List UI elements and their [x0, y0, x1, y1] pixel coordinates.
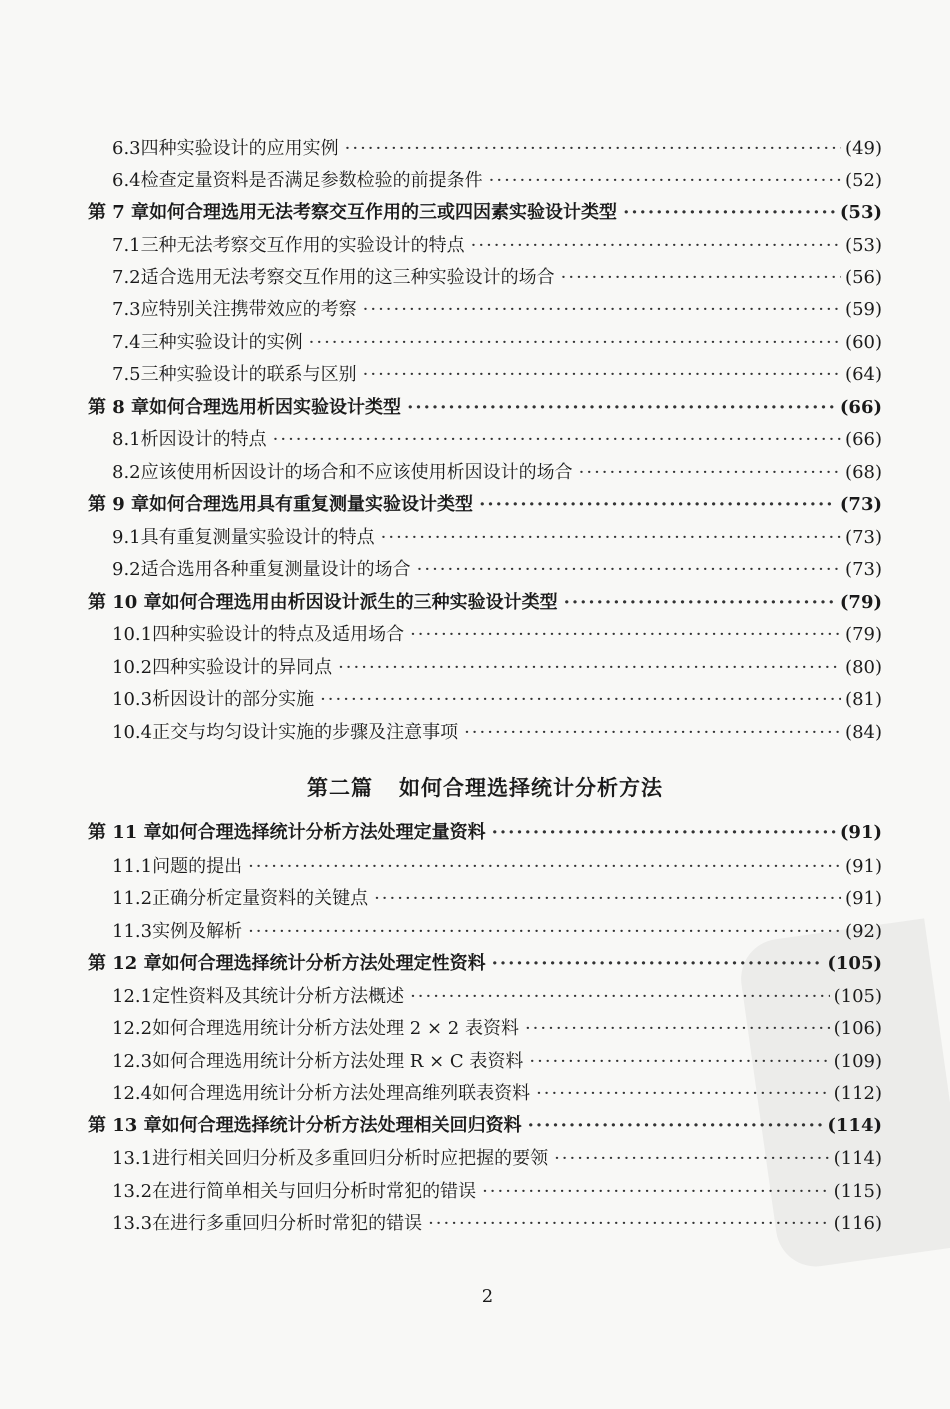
dot-leader	[528, 1113, 824, 1139]
toc-entry[interactable]	[112, 854, 882, 880]
dot-leader	[407, 395, 836, 421]
page-ref: (91)	[845, 856, 882, 877]
section-title: 如何合理选用统计分析方法处理 R × C 表资料	[152, 1051, 524, 1072]
section-number: 8.2	[112, 462, 141, 483]
page-ref: (52)	[845, 170, 882, 191]
chapter-title: 如何合理选择统计分析方法处理定性资料	[161, 953, 486, 974]
chapter-title: 如何合理选用析因实验设计类型	[149, 397, 402, 418]
chapter-number: 第 10 章	[88, 592, 162, 613]
dot-leader	[410, 622, 841, 648]
section-title: 在进行简单相关与回归分析时常犯的错误	[152, 1181, 477, 1202]
section-number: 9.2	[112, 559, 141, 580]
page-ref: (79)	[845, 624, 882, 645]
chapter-number: 第 7 章	[88, 202, 150, 223]
page-ref: (66)	[839, 397, 882, 418]
section-number: 6.4	[112, 170, 141, 191]
chapter-title: 如何合理选择统计分析方法处理相关回归资料	[161, 1115, 522, 1136]
page-ref: (91)	[839, 822, 882, 843]
dot-leader	[464, 720, 841, 746]
page-ref: (59)	[845, 299, 882, 320]
section-title: 四种实验设计的异同点	[152, 657, 333, 678]
dot-leader	[482, 1179, 830, 1205]
toc-chapter-entry[interactable]	[88, 590, 882, 616]
section-title: 三种实验设计的联系与区别	[140, 364, 357, 385]
section-title: 如何合理选用统计分析方法处理 2 × 2 表资料	[152, 1018, 519, 1039]
toc-entry[interactable]	[112, 330, 882, 356]
section-number: 10.1	[112, 624, 153, 645]
dot-leader	[492, 820, 836, 846]
section-title: 定性资料及其统计分析方法概述	[152, 986, 405, 1007]
part-title: 如何合理选择统计分析方法	[399, 775, 663, 800]
page-ref: (91)	[845, 888, 882, 909]
toc-entry[interactable]	[112, 362, 882, 388]
dot-leader	[417, 557, 841, 583]
page-ref: (73)	[839, 494, 882, 515]
chapter-number: 第 13 章	[88, 1115, 162, 1136]
page-ref: (53)	[839, 202, 882, 223]
toc-entry[interactable]	[112, 168, 882, 194]
toc-chapter-entry[interactable]	[88, 1113, 882, 1139]
toc-entry[interactable]	[112, 297, 882, 323]
toc-entry[interactable]	[112, 136, 882, 162]
dot-leader	[248, 854, 841, 880]
dot-leader	[320, 687, 841, 713]
section-number: 13.2	[112, 1181, 153, 1202]
page-ref: (66)	[845, 429, 882, 450]
chapter-number: 第 9 章	[88, 494, 150, 515]
dot-leader	[363, 297, 841, 323]
dot-leader	[623, 200, 836, 226]
page-ref: (92)	[845, 921, 882, 942]
chapter-title: 如何合理选用无法考察交互作用的三或四因素实验设计类型	[149, 202, 618, 223]
page-ref: (112)	[833, 1083, 882, 1104]
section-title: 适合选用无法考察交互作用的这三种实验设计的场合	[140, 267, 555, 288]
dot-leader	[561, 265, 841, 291]
toc-entry[interactable]	[112, 265, 882, 291]
dot-leader	[554, 1146, 830, 1172]
section-number: 13.1	[112, 1148, 153, 1169]
toc-entry[interactable]	[112, 622, 882, 648]
section-title: 进行相关回归分析及多重回归分析时应把握的要领	[152, 1148, 549, 1169]
toc-chapter-entry[interactable]	[88, 200, 882, 226]
section-number: 8.1	[112, 429, 141, 450]
section-number: 7.3	[112, 299, 141, 320]
section-number: 7.2	[112, 267, 141, 288]
section-title: 具有重复测量实验设计的特点	[140, 527, 375, 548]
page-ref: (81)	[845, 689, 882, 710]
dot-leader	[374, 886, 841, 912]
section-title: 在进行多重回归分析时常犯的错误	[152, 1213, 423, 1234]
page-ref: (115)	[833, 1181, 882, 1202]
dot-leader	[564, 590, 836, 616]
toc-entry[interactable]	[112, 1211, 882, 1237]
section-title: 检查定量资料是否满足参数检验的前提条件	[140, 170, 483, 191]
section-title: 四种实验设计的应用实例	[140, 138, 339, 159]
dot-leader	[248, 919, 841, 945]
chapter-number: 第 11 章	[88, 822, 162, 843]
toc-entry[interactable]	[112, 525, 882, 551]
dot-leader	[363, 362, 841, 388]
section-title: 应特别关注携带效应的考察	[140, 299, 357, 320]
section-number: 9.1	[112, 527, 141, 548]
section-title: 应该使用析因设计的场合和不应该使用析因设计的场合	[140, 462, 573, 483]
toc-entry[interactable]	[112, 1016, 882, 1042]
page-ref: (106)	[833, 1018, 882, 1039]
section-number: 10.2	[112, 657, 153, 678]
page-ref: (49)	[845, 138, 882, 159]
dot-leader	[525, 1016, 830, 1042]
dot-leader	[410, 984, 830, 1010]
section-number: 11.2	[112, 888, 153, 909]
part-label: 第二篇	[307, 775, 373, 800]
chapter-number: 第 12 章	[88, 953, 162, 974]
page-ref: (105)	[833, 986, 882, 1007]
section-title: 实例及解析	[152, 921, 243, 942]
section-title: 适合选用各种重复测量设计的场合	[140, 559, 411, 580]
section-number: 7.4	[112, 332, 141, 353]
dot-leader	[273, 427, 841, 453]
chapter-number: 第 8 章	[88, 397, 150, 418]
section-number: 6.3	[112, 138, 141, 159]
part-heading	[0, 772, 950, 802]
page-ref: (114)	[833, 1148, 882, 1169]
toc-chapter-entry[interactable]	[88, 820, 882, 846]
section-number: 12.4	[112, 1083, 153, 1104]
section-title: 正确分析定量资料的关键点	[152, 888, 369, 909]
chapter-title: 如何合理选择统计分析方法处理定量资料	[161, 822, 486, 843]
page-ref: (56)	[845, 267, 882, 288]
toc-chapter-entry[interactable]	[88, 492, 882, 518]
chapter-title: 如何合理选用由析因设计派生的三种实验设计类型	[161, 592, 558, 613]
page-ref: (80)	[845, 657, 882, 678]
dot-leader	[492, 951, 824, 977]
dot-leader	[309, 330, 841, 356]
toc-entry[interactable]	[112, 557, 882, 583]
dot-leader	[489, 168, 841, 194]
section-number: 12.2	[112, 1018, 153, 1039]
page-ref: (53)	[845, 235, 882, 256]
toc-chapter-entry[interactable]	[88, 951, 882, 977]
section-title: 如何合理选用统计分析方法处理高维列联表资料	[152, 1083, 531, 1104]
dot-leader	[345, 136, 841, 162]
toc-entry[interactable]	[112, 1081, 882, 1107]
dot-leader	[381, 525, 841, 551]
page-ref: (73)	[845, 559, 882, 580]
section-title: 正交与均匀设计实施的步骤及注意事项	[152, 722, 459, 743]
dot-leader	[536, 1081, 830, 1107]
dot-leader	[428, 1211, 830, 1237]
section-title: 问题的提出	[152, 856, 243, 877]
toc-entry[interactable]	[112, 886, 882, 912]
section-title: 析因设计的特点	[140, 429, 267, 450]
section-number: 11.3	[112, 921, 153, 942]
section-number: 13.3	[112, 1213, 153, 1234]
dot-leader	[471, 233, 841, 259]
page-ref: (60)	[845, 332, 882, 353]
toc-entry[interactable]	[112, 1179, 882, 1205]
page-ref: (79)	[839, 592, 882, 613]
section-number: 11.1	[112, 856, 153, 877]
dot-leader	[479, 492, 836, 518]
section-number: 12.1	[112, 986, 153, 1007]
page-ref: (105)	[827, 953, 882, 974]
toc-entry[interactable]	[112, 720, 882, 746]
section-number: 7.1	[112, 235, 141, 256]
chapter-title: 如何合理选用具有重复测量实验设计类型	[149, 494, 474, 515]
toc-entry[interactable]	[112, 687, 882, 713]
section-title: 析因设计的部分实施	[152, 689, 315, 710]
section-title: 四种实验设计的特点及适用场合	[152, 624, 405, 645]
page-ref: (116)	[833, 1213, 882, 1234]
page-ref: (109)	[833, 1051, 882, 1072]
dot-leader	[529, 1049, 829, 1075]
toc-entry[interactable]	[112, 233, 882, 259]
section-title: 三种无法考察交互作用的实验设计的特点	[140, 235, 465, 256]
toc-entry[interactable]	[112, 655, 882, 681]
toc-entry[interactable]	[112, 1049, 882, 1075]
section-number: 12.3	[112, 1051, 153, 1072]
dot-leader	[579, 460, 841, 486]
toc-chapter-entry[interactable]	[88, 395, 882, 421]
page-ref: (68)	[845, 462, 882, 483]
section-number: 10.3	[112, 689, 153, 710]
toc-entry[interactable]	[112, 984, 882, 1010]
page-ref: (64)	[845, 364, 882, 385]
section-number: 10.4	[112, 722, 153, 743]
toc-entry[interactable]	[112, 919, 882, 945]
section-number: 7.5	[112, 364, 141, 385]
toc-entry[interactable]	[112, 427, 882, 453]
page-ref: (73)	[845, 527, 882, 548]
toc-entry[interactable]	[112, 1146, 882, 1172]
dot-leader	[338, 655, 841, 681]
toc-entry[interactable]	[112, 460, 882, 486]
page-number: 2	[481, 1286, 494, 1307]
page-ref: (84)	[845, 722, 882, 743]
section-title: 三种实验设计的实例	[140, 332, 303, 353]
page-ref: (114)	[827, 1115, 882, 1136]
